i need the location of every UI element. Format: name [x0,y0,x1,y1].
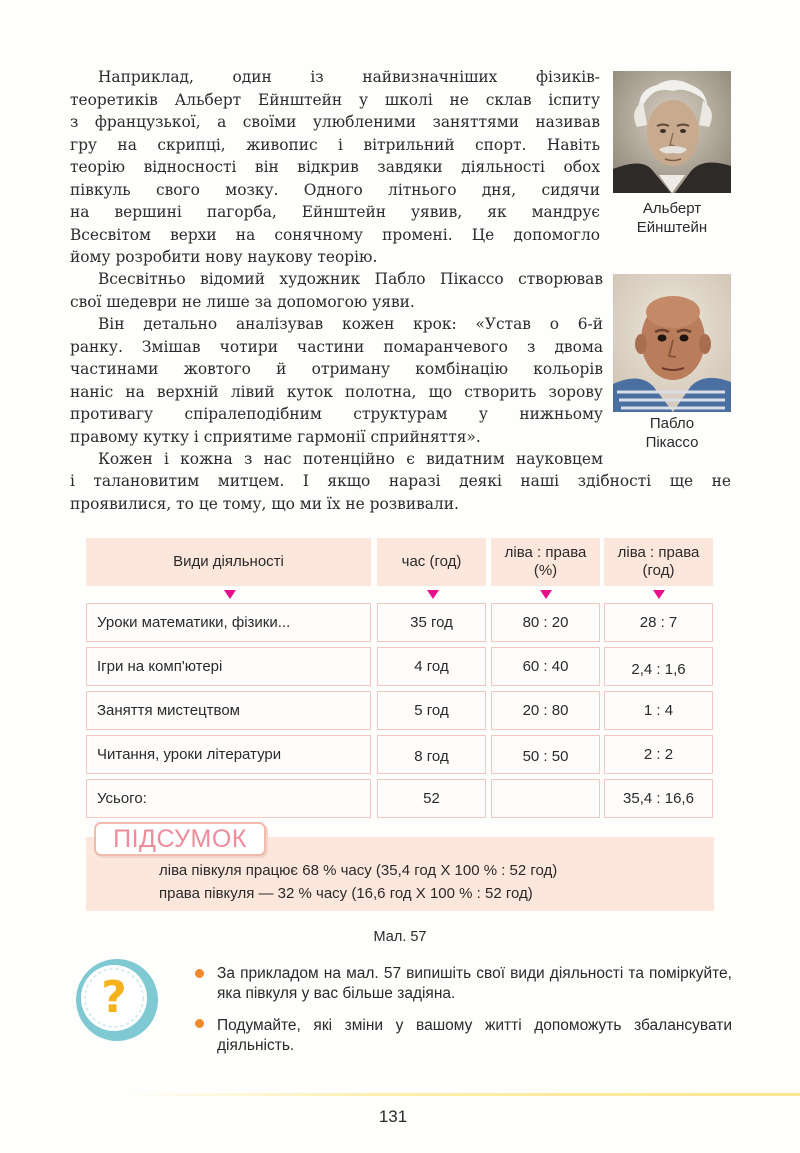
picasso-caption: Пабло Пікассо [645,415,699,451]
paragraph-einstein: Наприклад, один із найвизначніших фізиків- теоретиків Альберт Ейнштейн у школі не склав іспиту з французької, а своїми улюбленими заняттями називав гру на скрипці, живопис і вітрильний спорт. Навіть теорію відносності він відкрив завдяки діяльності обох півкуль свого мозку. Одного літнього дня, сидячи на вершині пагорба, Ейнштейн уявив, як мандрує Всесвітом верхи на сонячному промені. Це допомогло йому розробити нову наукову теорію. [70,68,600,266]
table-cell: 28 : 7 [604,603,713,642]
einstein-caption: Альберт Ейнштейн [636,200,708,236]
table-cell: 35,4 : 16,6 [604,779,713,818]
table-cell: 4 год [377,647,486,686]
question-icon [75,958,159,1042]
table-cell: 80 : 20 [491,603,600,642]
table-header-time: час (год) [377,538,486,586]
table-header-ratio-percent: ліва : права (%) [491,538,600,586]
table-cell: Читання, уроки літератури [86,735,371,774]
bullet-icon [195,969,204,978]
paragraph-picasso-quote: Він детально аналізував кожен крок: «Устав о 6-й ранку. Змішав чотири частини помаранчевого з двома частинами жовтого й отриману комбінацію кольорів наніс на верхній лівий куток полотна, що створить зорову противагу спіралеподібним структурам у нижньому правому кутку і сприятиме гармонії сприйняття». [70,315,603,446]
summary-title: ПІДСУМОК [94,822,266,856]
paragraph-conclusion: Кожен і кожна з нас потенційно є видатним науковцем [98,450,603,468]
marker-triangle [224,590,236,599]
task-item: Подумайте, які зміни у вашому житті допоможуть збалансувати діяльність. [217,1017,732,1054]
summary-line-right: права півкуля — 32 % часу (16,6 год X 100 % : 52 год) [159,885,533,902]
table-cell: 50 : 50 [491,735,600,774]
task-item: За прикладом на мал. 57 випишіть свої види діяльності та поміркуйте, яка півкуля у вас більше задіяна. [217,965,732,1002]
table-cell: 2 : 2 [604,735,713,774]
einstein-photo [613,71,731,193]
footer-decoration [120,1093,800,1096]
marker-triangle [653,590,665,599]
table-cell: Ігри на комп'ютері [86,647,371,686]
marker-triangle [427,590,439,599]
table-cell: Заняття мистецтвом [86,691,371,730]
table-header-ratio-hours: ліва : права (год) [604,538,713,586]
table-cell: 5 год [377,691,486,730]
figure-caption: Мал. 57 [373,929,427,945]
table-cell: 2,4 : 1,6 [604,647,713,686]
table-cell [491,779,600,818]
table-cell: 52 [377,779,486,818]
table-cell: 60 : 40 [491,647,600,686]
marker-triangle [540,590,552,599]
page-number: 131 [378,1107,408,1126]
table-header-activity: Види діяльності [86,538,371,586]
picasso-photo [613,274,731,412]
table-cell: Усього: [86,779,371,818]
table-cell: Уроки математики, фізики... [86,603,371,642]
paragraph-picasso: Всесвітньо відомий художник Пабло Пікассо створював свої шедеври не лише за допомогою уяви. [70,270,603,311]
table-cell: 20 : 80 [491,691,600,730]
bullet-icon [195,1019,204,1028]
summary-line-left: ліва півкуля працює 68 % часу (35,4 год X 100 % : 52 год) [159,862,558,879]
table-cell: 35 год [377,603,486,642]
paragraph-conclusion-rest: і талановитим митцем. І якщо наразі деякі наші здібності ще не проявилися, то це тому, що ми їх не розвивали. [70,472,731,513]
table-cell: 8 год [377,735,486,774]
question-mark: ? [101,972,127,1023]
table-cell: 1 : 4 [604,691,713,730]
